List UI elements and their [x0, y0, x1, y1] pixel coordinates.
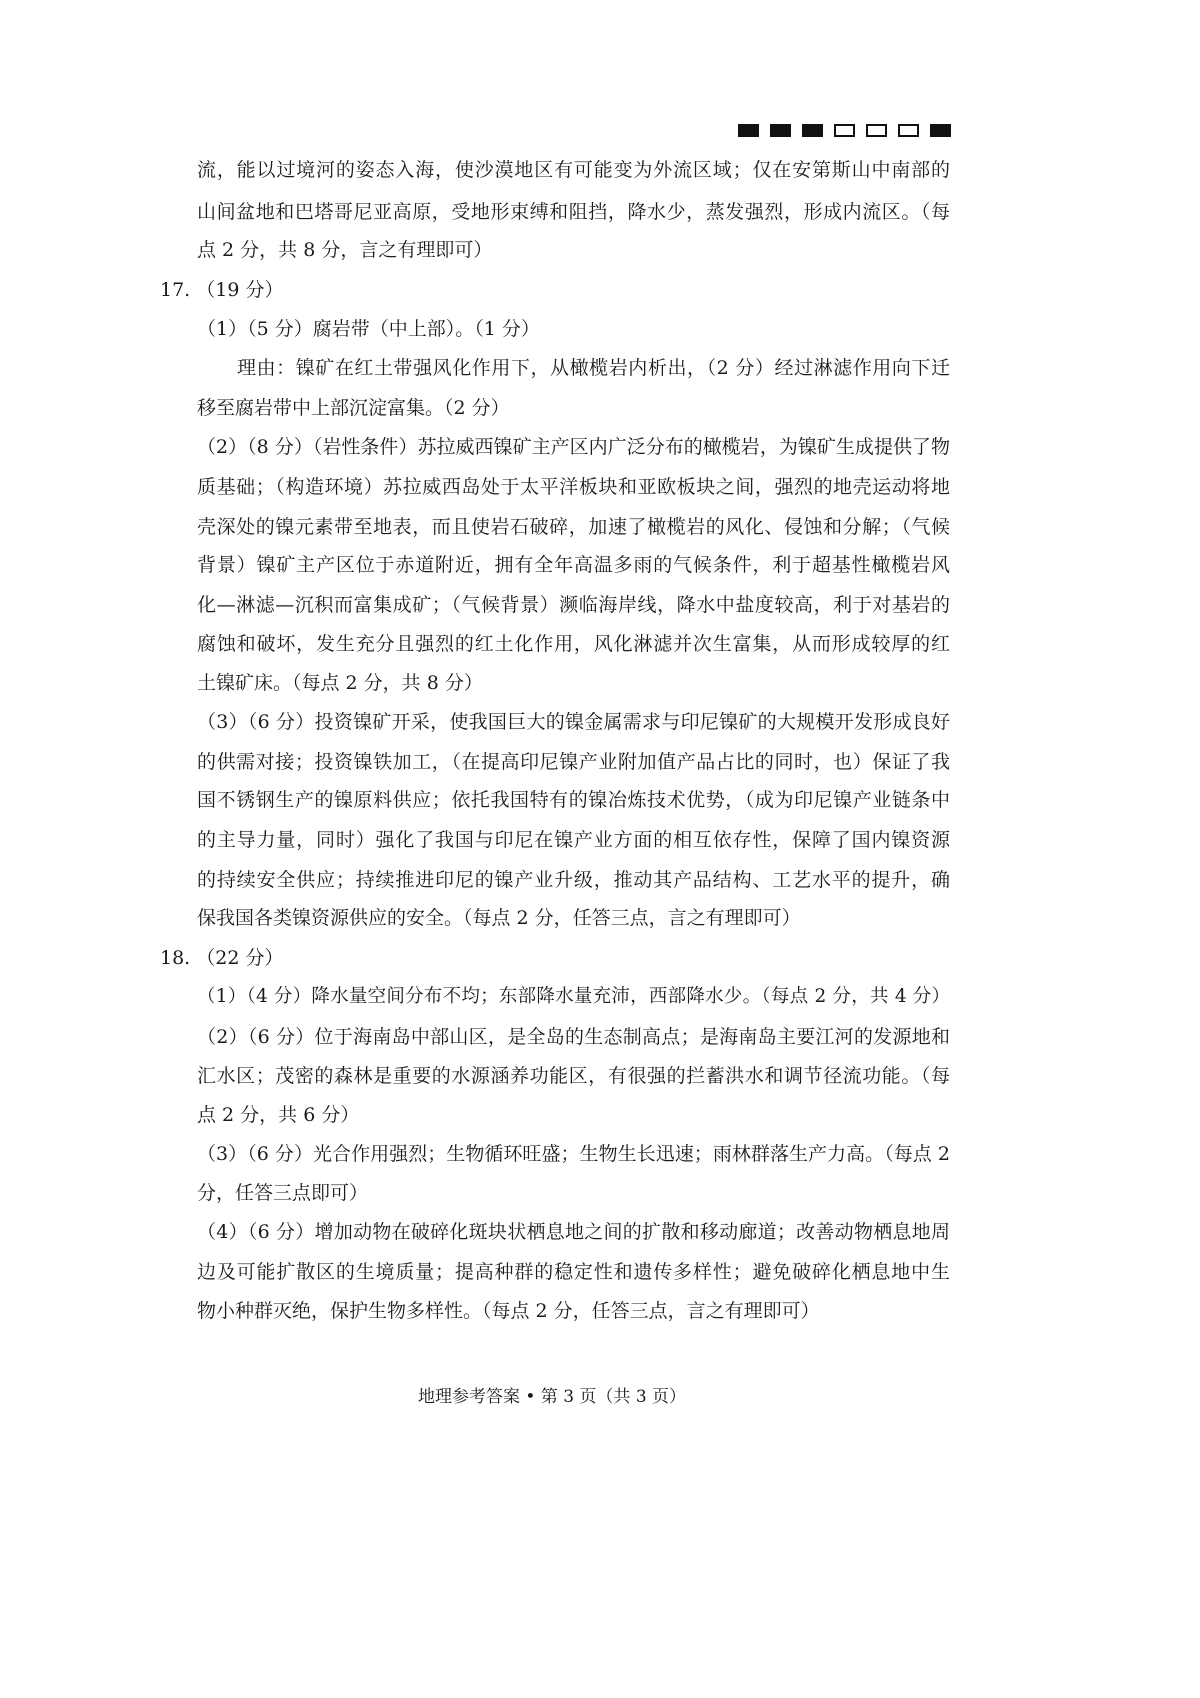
q17-part2-line: 背景）镍矿主产区位于赤道附近，拥有全年高温多雨的气候条件，利于超基性橄榄岩风 — [197, 554, 950, 576]
q17-part2-line: 腐蚀和破坏，发生充分且强烈的红土化作用，风化淋滤并次生富集，从而形成较厚的红 — [197, 633, 950, 655]
page-code-mark — [834, 124, 855, 137]
q17-part2-line: 化—淋滤—沉积而富集成矿；（气候背景）濒临海岸线，降水中盐度较高，利于对基岩的 — [197, 594, 950, 616]
q17-part1-reason-line: 理由：镍矿在红土带强风化作用下，从橄榄岩内析出，（2 分）经过淋滤作用向下迁 — [237, 357, 950, 379]
q17-part3-line: （3）（6 分）投资镍矿开采，使我国巨大的镍金属需求与印尼镍矿的大规模开发形成良好 — [197, 711, 950, 733]
q17-part1-answer: （1）（5 分）腐岩带（中上部）。（1 分） — [197, 318, 540, 340]
q17-part2-line: 壳深处的镍元素带至地表，而且使岩石破碎，加速了橄榄岩的风化、侵蚀和分解；（气候 — [197, 516, 950, 538]
q18-part4-line: （4）（6 分）增加动物在破碎化斑块状栖息地之间的扩散和移动廊道；改善动物栖息地周 — [197, 1221, 950, 1243]
q17-heading: 17. （19 分） — [160, 279, 284, 301]
q18-part1-line: （1）（4 分）降水量空间分布不均；东部降水量充沛，西部降水少。（每点 2 分，共 4 分） — [197, 986, 950, 1007]
page-footer: 地理参考答案 • 第 3 页（共 3 页） — [417, 1387, 687, 1407]
page-code-mark — [802, 124, 823, 137]
q16-answer-line: 流，能以过境河的姿态入海，使沙漠地区有可能变为外流区域；仅在安第斯山中南部的 — [197, 159, 950, 181]
q17-part3-line: 国不锈钢生产的镍原料供应；依托我国特有的镍冶炼技术优势，（成为印尼镍产业链条中 — [197, 789, 950, 811]
page-code-mark — [770, 124, 791, 137]
q17-part3-line: 保我国各类镍资源供应的安全。（每点 2 分，任答三点，言之有理即可） — [197, 907, 801, 929]
q18-part3-line: 分，任答三点即可） — [197, 1182, 369, 1204]
q17-part1-reason-line: 移至腐岩带中上部沉淀富集。（2 分） — [197, 397, 510, 419]
page-code-mark — [898, 124, 919, 137]
q16-answer-line: 点 2 分，共 8 分，言之有理即可） — [197, 239, 493, 261]
q17-part2-line: 土镍矿床。（每点 2 分，共 8 分） — [197, 672, 483, 694]
q18-part4-line: 物小种群灭绝，保护生物多样性。（每点 2 分，任答三点，言之有理即可） — [197, 1300, 820, 1322]
q18-part2-line: 汇水区；茂密的森林是重要的水源涵养功能区，有很强的拦蓄洪水和调节径流功能。（每 — [197, 1065, 950, 1087]
q18-part3-line: （3）（6 分）光合作用强烈；生物循环旺盛；生物生长迅速；雨林群落生产力高。（每点 2 — [197, 1143, 950, 1165]
page-code-mark — [738, 124, 759, 137]
q17-part2-line: （2）（8 分）（岩性条件）苏拉威西镍矿主产区内广泛分布的橄榄岩，为镍矿生成提供了物 — [197, 436, 950, 458]
q17-part2-line: 质基础；（构造环境）苏拉威西岛处于太平洋板块和亚欧板块之间，强烈的地壳运动将地 — [197, 476, 950, 498]
q16-answer-line: 山间盆地和巴塔哥尼亚高原，受地形束缚和阻挡，降水少，蒸发强烈，形成内流区。（每 — [197, 201, 950, 223]
q18-part2-line: 点 2 分，共 6 分） — [197, 1104, 360, 1126]
q18-heading: 18. （22 分） — [160, 947, 284, 969]
q17-part3-line: 的供需对接；投资镍铁加工，（在提高印尼镍产业附加值产品占比的同时，也）保证了我 — [197, 751, 950, 773]
page-code-mark — [930, 124, 951, 137]
q18-part4-line: 边及可能扩散区的生境质量；提高种群的稳定性和遗传多样性；避免破碎化栖息地中生 — [197, 1261, 950, 1283]
page-code-marks — [738, 124, 952, 137]
q18-part2-line: （2）（6 分）位于海南岛中部山区，是全岛的生态制高点；是海南岛主要江河的发源地和 — [197, 1026, 950, 1048]
page-code-mark — [866, 124, 887, 137]
q17-part3-line: 的持续安全供应；持续推进印尼的镍产业升级，推动其产品结构、工艺水平的提升，确 — [197, 869, 950, 891]
q17-part3-line: 的主导力量，同时）强化了我国与印尼在镍产业方面的相互依存性，保障了国内镍资源 — [197, 829, 950, 851]
